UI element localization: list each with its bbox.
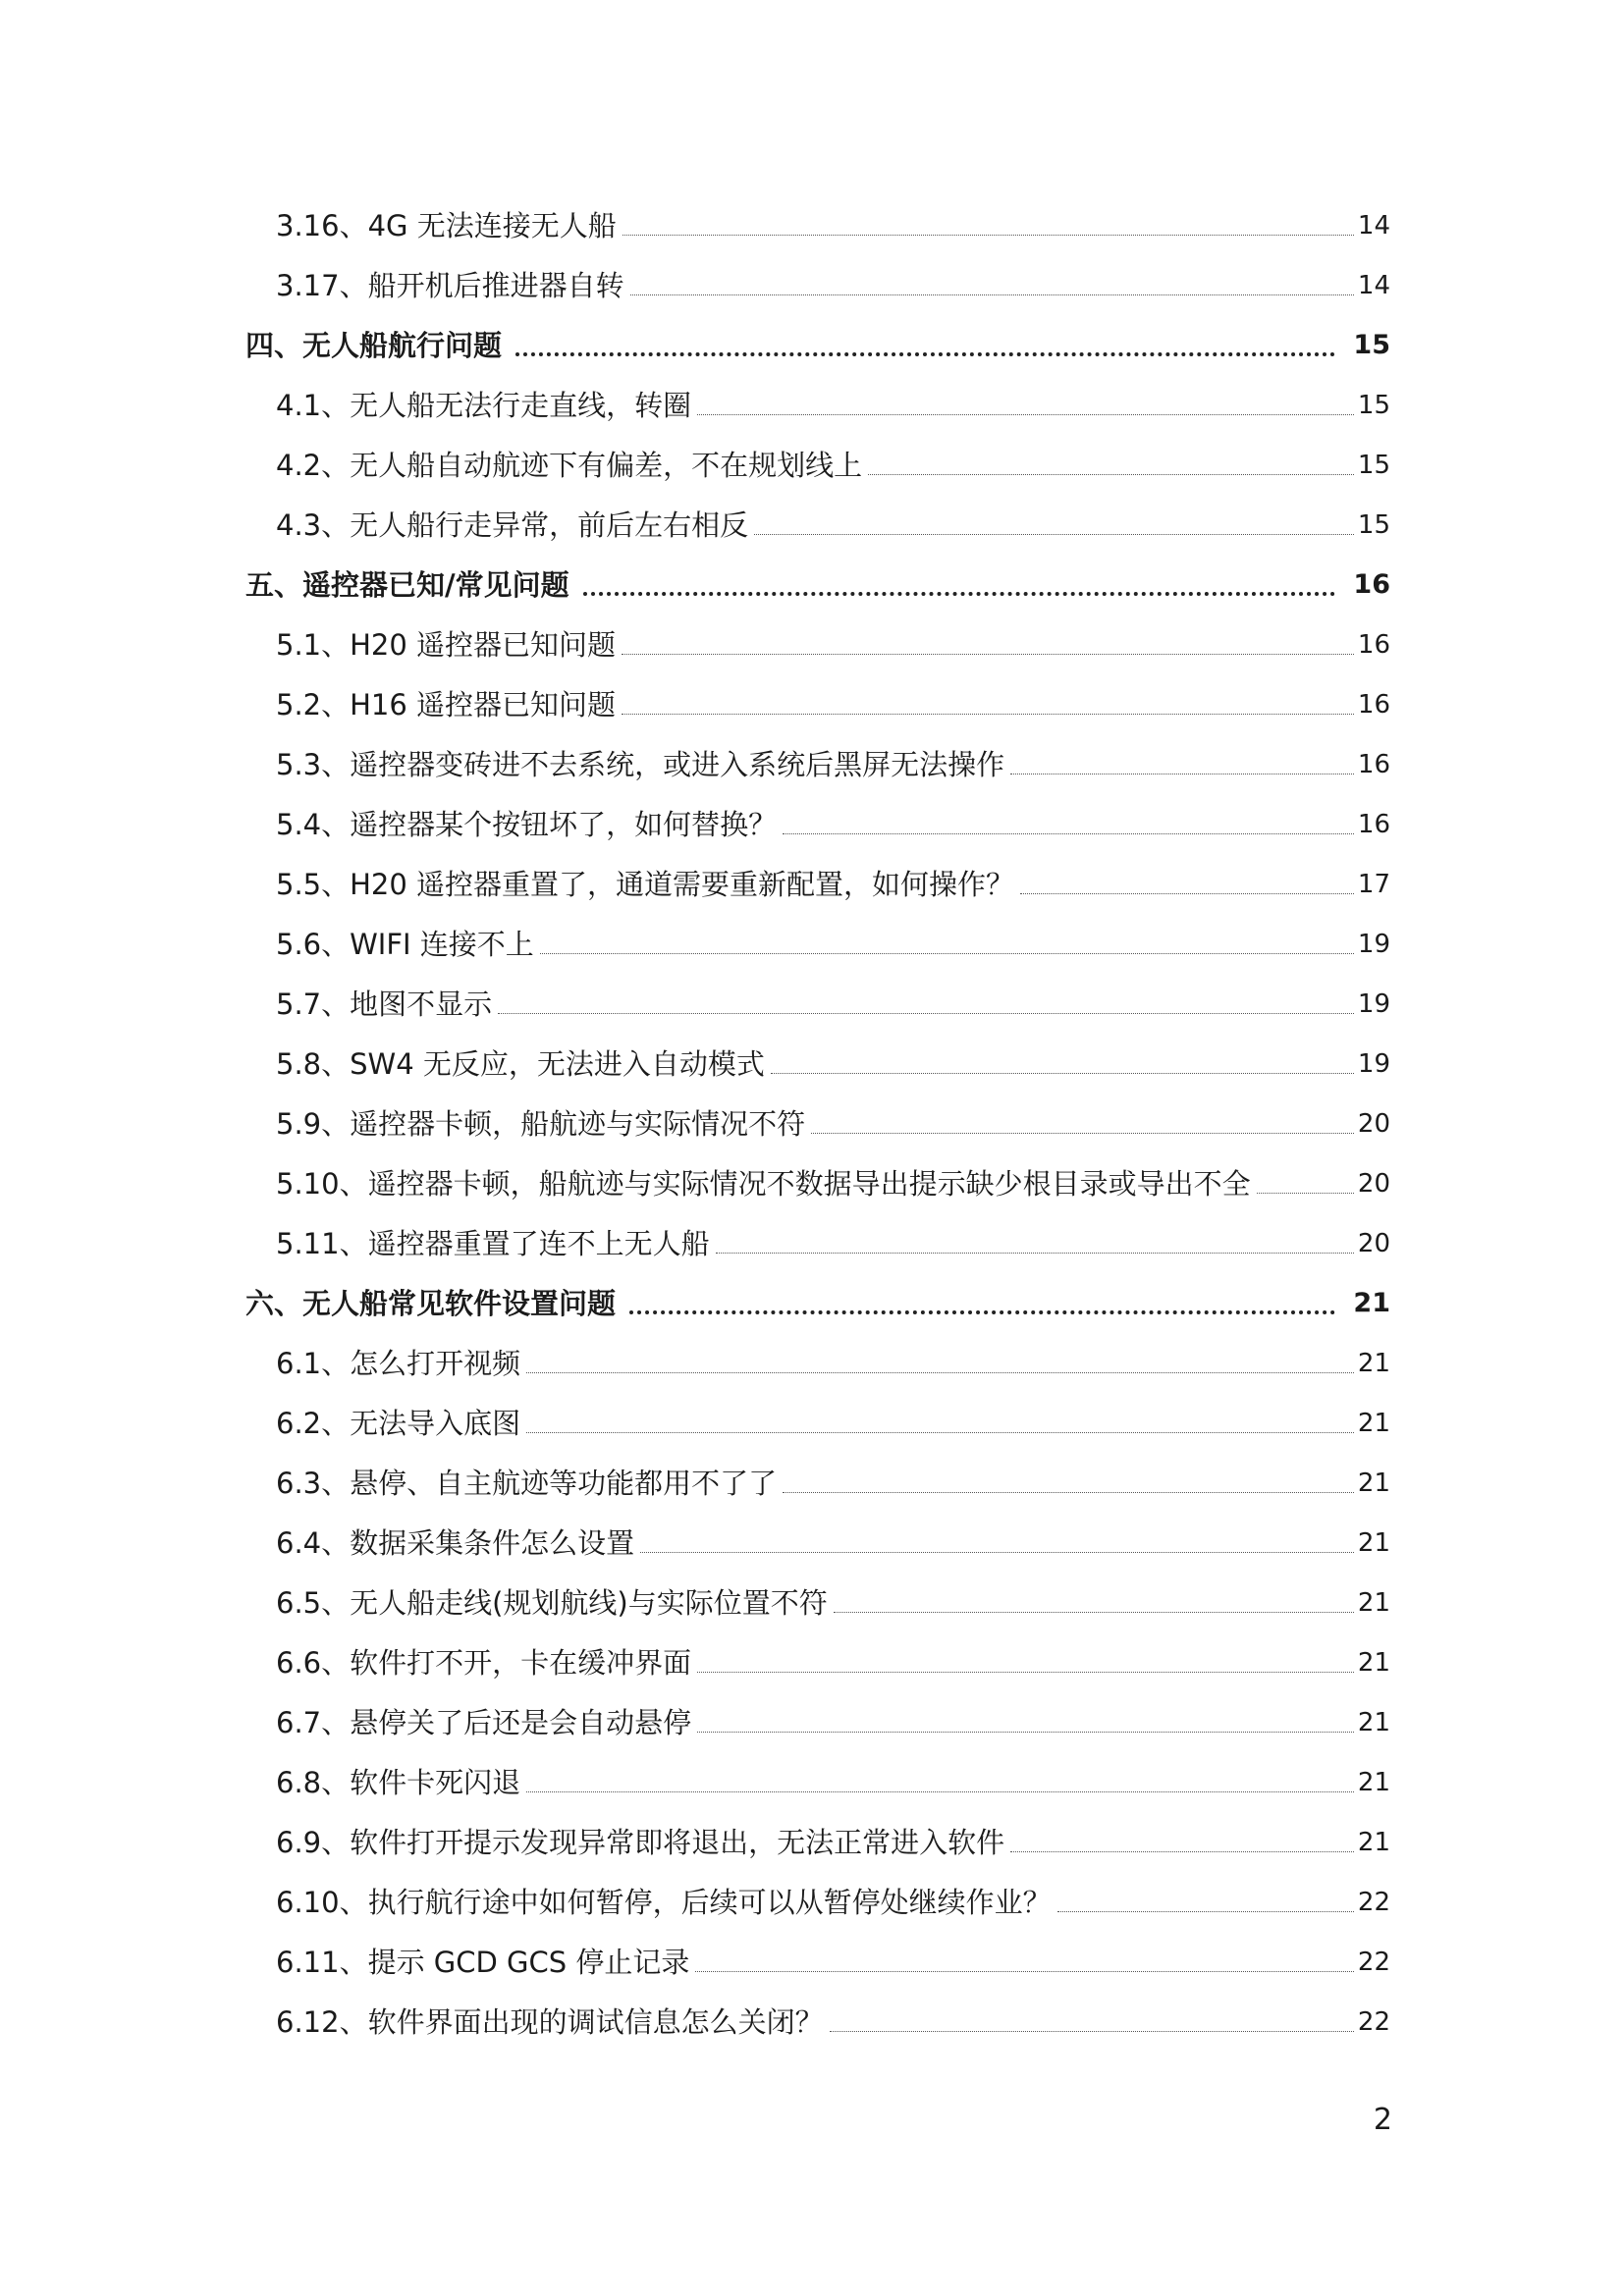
toc-entry-title: 四、无人船航行问题 [245,329,503,362]
toc-entry-page-number: 21 [1357,1468,1390,1498]
toc-dot-leader [629,1310,1335,1314]
toc-entry-title: 5.6、WIFI 连接不上 [276,928,534,961]
toc-entry-page-number: 20 [1357,1169,1390,1199]
toc-section-entry[interactable] [245,1629,1390,1689]
toc-entry-page-number: 21 [1357,1349,1390,1378]
toc-dot-leader [1010,1851,1354,1852]
toc-dot-leader [783,1492,1354,1493]
toc-chapter-entry[interactable] [245,312,1390,372]
toc-entry-title: 5.11、遥控器重置了连不上无人船 [276,1227,710,1260]
toc-entry-title: 5.10、遥控器卡顿，船航迹与实际情况不数据导出提示缺少根目录或导出不全 [276,1167,1251,1201]
toc-chapter-entry[interactable] [245,1270,1390,1330]
toc-entry-title: 3.17、船开机后推进器自转 [276,269,624,302]
toc-entry-title: 5.2、H16 遥控器已知问题 [276,688,617,721]
toc-entry-page-number: 20 [1357,1229,1390,1258]
toc-entry-page-number: 22 [1357,2007,1390,2037]
toc-entry-page-number: 16 [1353,569,1390,600]
toc-dot-leader [526,1791,1354,1792]
toc-entry-page-number: 19 [1357,930,1390,959]
toc-entry-title: 6.4、数据采集条件怎么设置 [276,1526,635,1560]
toc-entry-page-number: 21 [1357,1528,1390,1558]
toc-section-entry[interactable] [245,1809,1390,1869]
toc-entry-page-number: 15 [1357,510,1390,540]
toc-section-entry[interactable] [245,1091,1390,1150]
toc-entry-title: 5.8、SW4 无反应，无法进入自动模式 [276,1047,765,1081]
toc-section-entry[interactable] [245,1989,1390,2049]
table-of-contents [245,192,1390,2049]
toc-section-entry[interactable] [245,851,1390,911]
toc-section-entry[interactable] [245,731,1390,791]
toc-dot-leader [1057,1911,1354,1912]
toc-entry-page-number: 15 [1357,391,1390,420]
toc-dot-leader [834,1612,1354,1613]
toc-entry-page-number: 22 [1357,1948,1390,1977]
toc-section-entry[interactable] [245,671,1390,731]
page-number: 2 [1373,2103,1392,2137]
toc-entry-title: 六、无人船常见软件设置问题 [245,1287,617,1320]
toc-entry-title: 五、遥控器已知/常见问题 [245,568,569,602]
toc-entry-page-number: 16 [1357,810,1390,839]
toc-entry-title: 6.2、无法导入底图 [276,1407,521,1440]
toc-entry-title: 6.11、提示 GCD GCS 停止记录 [276,1946,690,1979]
toc-entry-page-number: 21 [1357,1768,1390,1797]
toc-dot-leader [716,1253,1354,1254]
toc-entry-title: 4.3、无人船行走异常，前后左右相反 [276,508,749,542]
toc-dot-leader [868,474,1354,475]
toc-dot-leader [830,2031,1354,2032]
toc-dot-leader [695,1971,1353,1972]
toc-dot-leader [771,1073,1354,1074]
toc-dot-leader [754,534,1354,535]
toc-entry-page-number: 15 [1357,451,1390,480]
toc-dot-leader [622,714,1354,715]
toc-entry-title: 6.3、悬停、自主航迹等功能都用不了了 [276,1467,778,1500]
toc-section-entry[interactable] [245,432,1390,492]
toc-section-entry[interactable] [245,1330,1390,1390]
toc-dot-leader [697,414,1354,415]
toc-entry-title: 5.9、遥控器卡顿，船航迹与实际情况不符 [276,1107,806,1141]
toc-section-entry[interactable] [245,1510,1390,1570]
toc-entry-page-number: 14 [1357,211,1390,240]
toc-chapter-entry[interactable] [245,552,1390,612]
toc-dot-leader [697,1732,1354,1733]
toc-dot-leader [630,294,1354,295]
toc-section-entry[interactable] [245,1031,1390,1091]
toc-section-entry[interactable] [245,1390,1390,1450]
toc-entry-title: 5.1、H20 遥控器已知问题 [276,628,617,662]
toc-entry-title: 5.7、地图不显示 [276,988,493,1021]
toc-section-entry[interactable] [245,492,1390,552]
toc-dot-leader [526,1432,1354,1433]
toc-entry-title: 6.1、怎么打开视频 [276,1347,521,1380]
toc-entry-title: 4.2、无人船自动航迹下有偏差，不在规划线上 [276,449,863,482]
toc-entry-page-number: 17 [1357,870,1390,899]
toc-entry-page-number: 14 [1357,271,1390,300]
toc-entry-page-number: 16 [1357,750,1390,779]
toc-entry-title: 6.7、悬停关了后还是会自动悬停 [276,1706,692,1739]
toc-entry-page-number: 16 [1357,630,1390,660]
toc-dot-leader [583,592,1336,596]
toc-section-entry[interactable] [245,1689,1390,1749]
toc-section-entry[interactable] [245,971,1390,1031]
toc-entry-title: 5.3、遥控器变砖进不去系统，或进入系统后黑屏无法操作 [276,748,1005,781]
toc-entry-title: 6.5、无人船走线(规划航线)与实际位置不符 [276,1586,828,1620]
toc-section-entry[interactable] [245,911,1390,971]
toc-entry-title: 5.5、H20 遥控器重置了，通道需要重新配置，如何操作？ [276,868,1015,901]
toc-entry-page-number: 19 [1357,1049,1390,1079]
toc-entry-page-number: 15 [1353,330,1390,360]
toc-dot-leader [498,1013,1354,1014]
toc-dot-leader [697,1672,1354,1673]
toc-entry-title: 3.16、4G 无法连接无人船 [276,209,617,242]
toc-dot-leader [640,1552,1354,1553]
toc-dot-leader [1257,1193,1354,1194]
toc-dot-leader [526,1372,1354,1373]
toc-dot-leader [622,654,1354,655]
toc-entry-title: 6.10、执行航行途中如何暂停，后续可以从暂停处继续作业？ [276,1886,1052,1919]
toc-entry-page-number: 21 [1357,1828,1390,1857]
toc-entry-page-number: 21 [1357,1588,1390,1618]
toc-entry-title: 6.8、软件卡死闪退 [276,1766,521,1799]
toc-dot-leader [623,235,1354,236]
toc-section-entry[interactable] [245,1150,1390,1210]
toc-section-entry[interactable] [245,612,1390,671]
toc-dot-leader [1020,893,1354,894]
toc-section-entry[interactable] [245,192,1390,252]
toc-entry-page-number: 21 [1357,1708,1390,1737]
toc-entry-page-number: 19 [1357,989,1390,1019]
toc-section-entry[interactable] [245,1869,1390,1929]
toc-entry-title: 4.1、无人船无法行走直线，转圈 [276,389,692,422]
toc-entry-page-number: 16 [1357,690,1390,720]
toc-entry-title: 6.12、软件界面出现的调试信息怎么关闭？ [276,2005,824,2039]
toc-section-entry[interactable] [245,1929,1390,1989]
toc-section-entry[interactable] [245,252,1390,312]
toc-entry-page-number: 21 [1357,1409,1390,1438]
toc-section-entry[interactable] [245,1749,1390,1809]
toc-entry-page-number: 20 [1357,1109,1390,1139]
toc-section-entry[interactable] [245,1570,1390,1629]
toc-entry-title: 6.6、软件打不开，卡在缓冲界面 [276,1646,692,1680]
toc-entry-title: 6.9、软件打开提示发现异常即将退出，无法正常进入软件 [276,1826,1005,1859]
toc-dot-leader [515,352,1335,356]
toc-dot-leader [540,953,1354,954]
toc-dot-leader [783,833,1354,834]
toc-entry-page-number: 21 [1353,1288,1390,1318]
toc-entry-page-number: 21 [1357,1648,1390,1678]
toc-dot-leader [811,1133,1354,1134]
toc-entry-title: 5.4、遥控器某个按钮坏了，如何替换？ [276,808,778,841]
toc-section-entry[interactable] [245,791,1390,851]
toc-section-entry[interactable] [245,1450,1390,1510]
toc-section-entry[interactable] [245,1210,1390,1270]
toc-section-entry[interactable] [245,372,1390,432]
toc-entry-page-number: 22 [1357,1888,1390,1917]
